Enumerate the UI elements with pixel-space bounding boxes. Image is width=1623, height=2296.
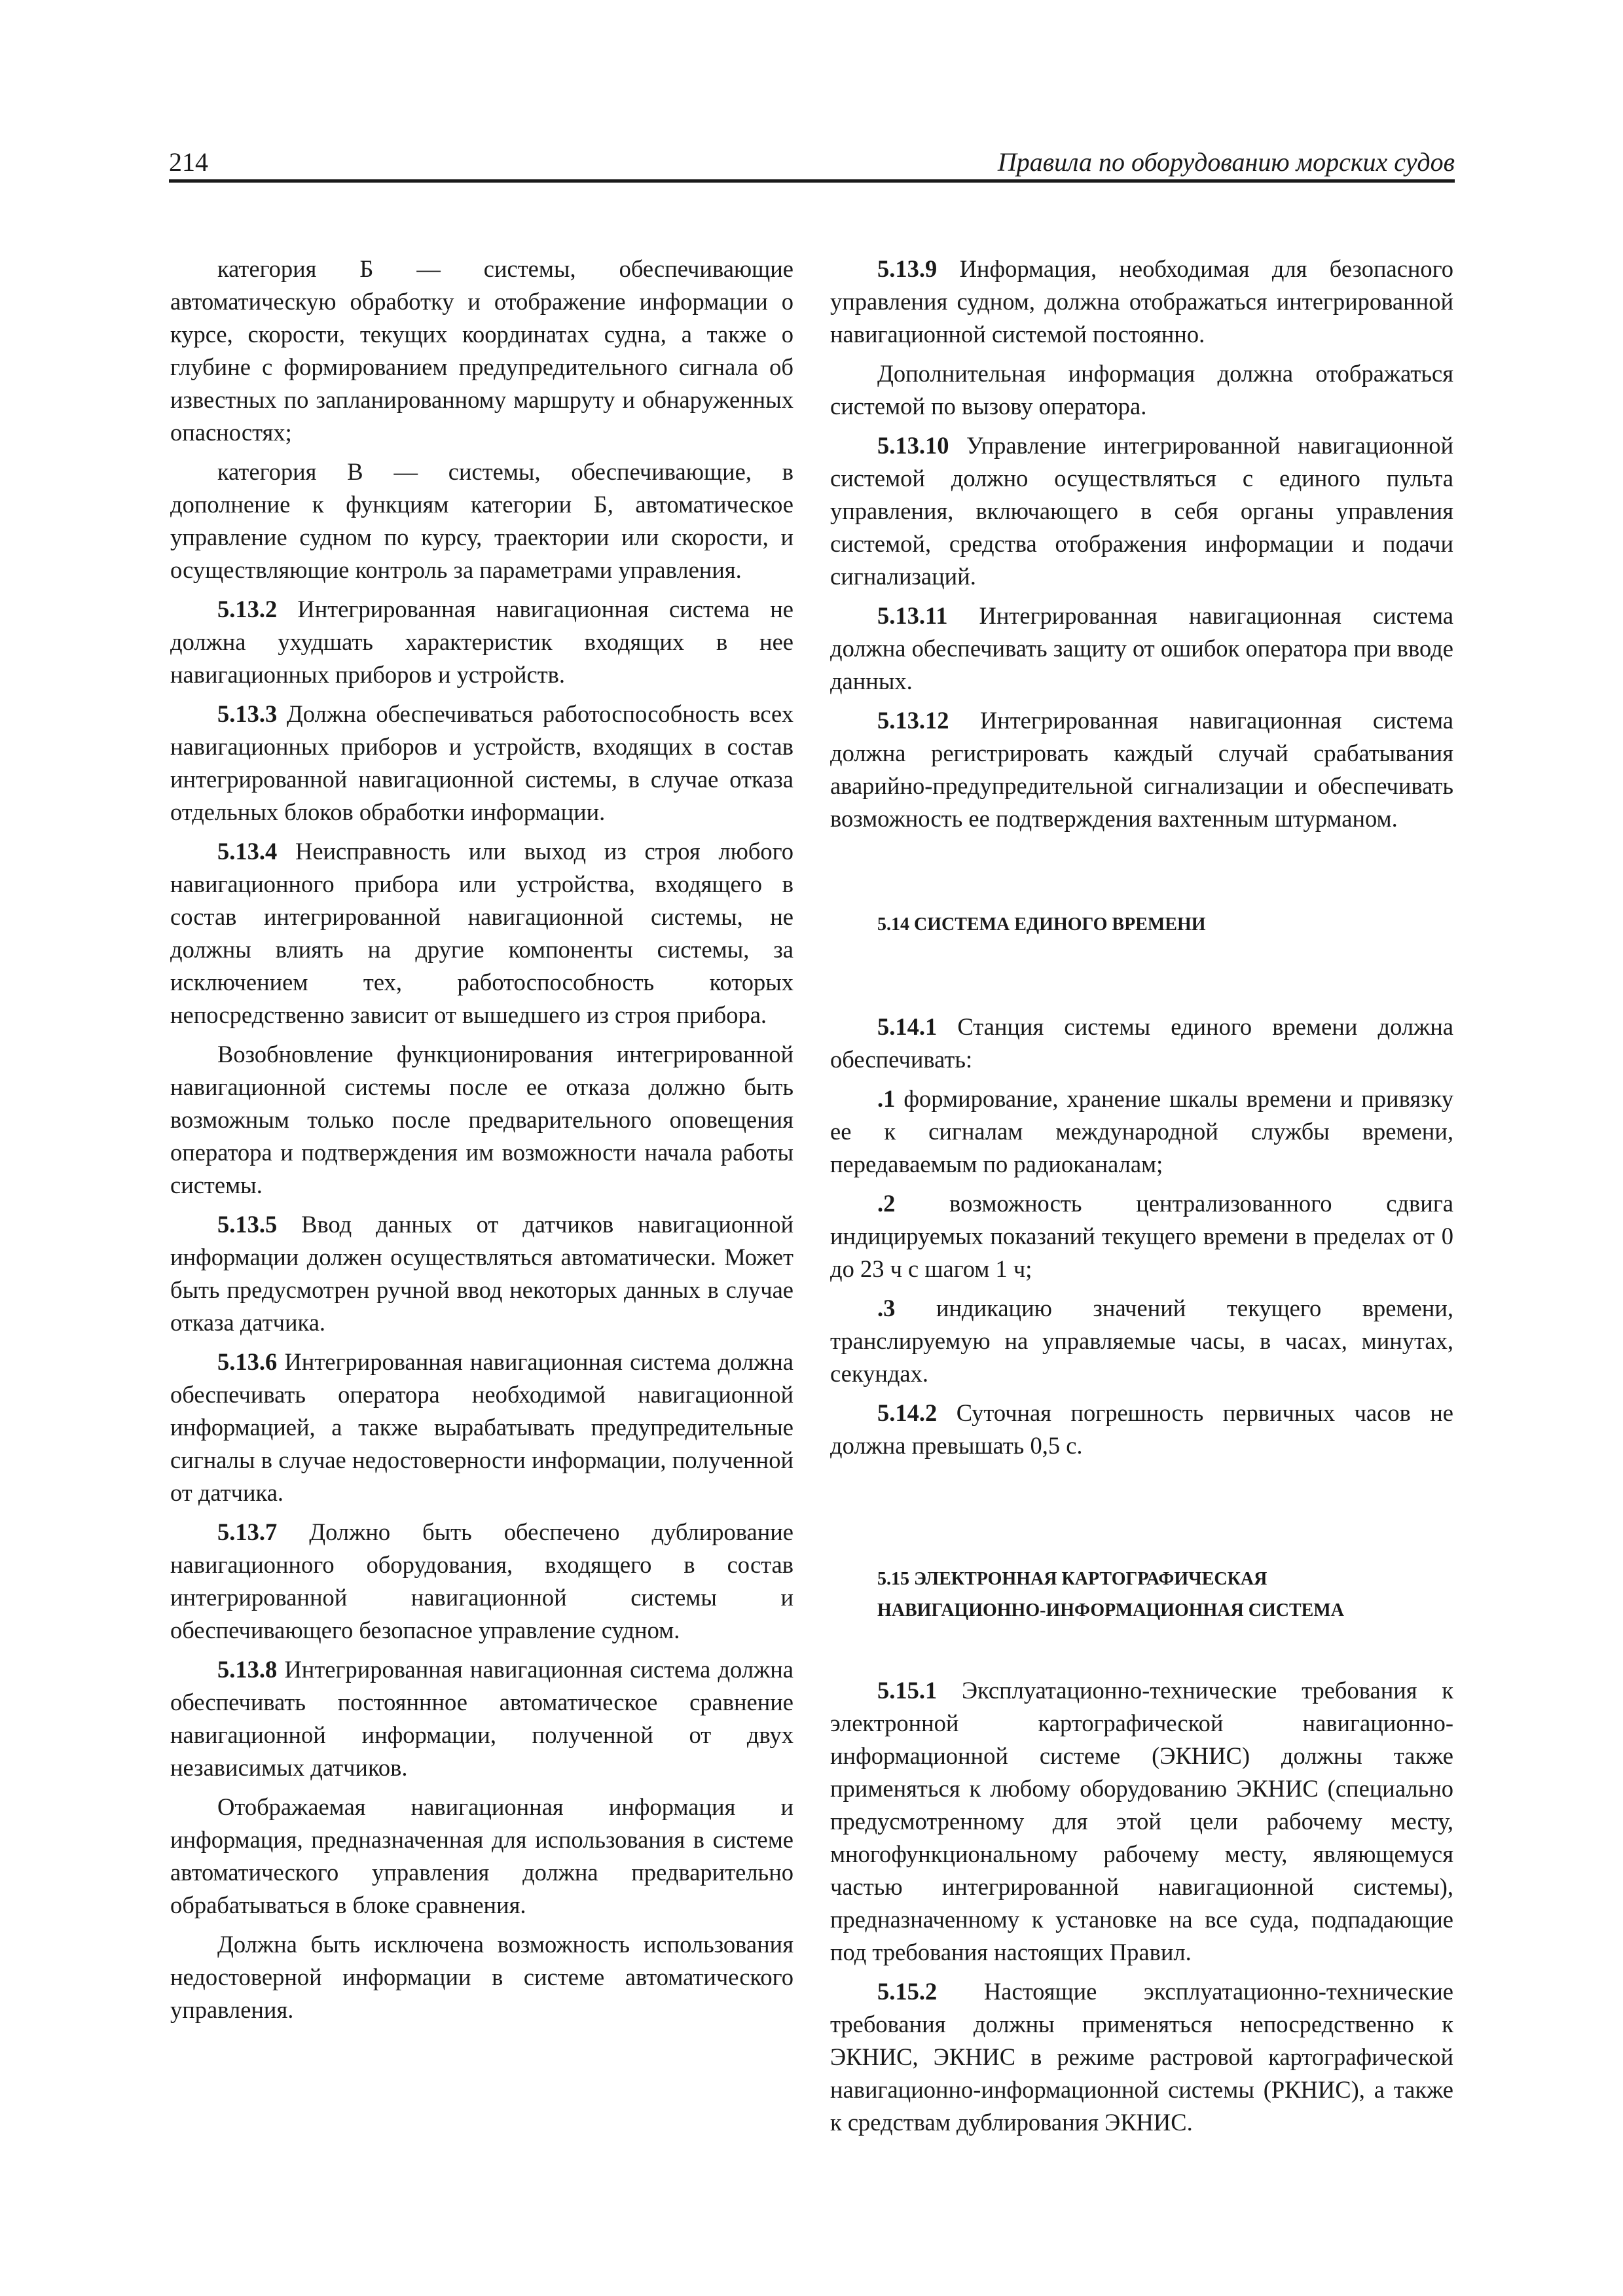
clause-number: 5.13.12 xyxy=(877,707,949,734)
paragraph: Дополнительная информация должна отображаться системой по вызову оператора. xyxy=(830,360,1453,420)
clause-number: .1 xyxy=(877,1085,896,1112)
page-header xyxy=(169,145,1455,183)
running-title: Правила по оборудованию морских судов xyxy=(997,147,1455,177)
clause-number: 5.13.5 xyxy=(217,1211,278,1238)
paragraph: 5.13.8 Интегрированная навигационная система должна обеспечивать постояннное автоматическое сравнение навигационной информации, полученной от двух независимых датчиков. xyxy=(170,1656,793,1781)
page-number: 214 xyxy=(169,147,208,177)
paragraph: 5.15.2 Настоящие эксплуатационно-технические требования должны применяться непосредственно к ЭКНИС, ЭКНИС в режиме растровой картографической навигационно-информационной системы (РКНИС), а также к средствам дублирования ЭКНИС. xyxy=(830,1978,1453,2136)
section-heading-5-14: 5.14 СИСТЕМА ЕДИНОГО ВРЕМЕНИ xyxy=(877,914,1206,935)
paragraph: 5.13.12 Интегрированная навигационная система должна регистрировать каждый случай срабатывания аварийно-предупредительной сигнализации и обеспечивать возможность ее подтверждения вахтенным штурманом. xyxy=(830,707,1453,832)
paragraph: Должна быть исключена возможность использования недостоверной информации в системе автоматического управления. xyxy=(170,1931,793,2023)
paragraph: .3 индикацию значений текущего времени, транслируемую на управляемые часы, в часах, минутах, секундах. xyxy=(830,1295,1453,1387)
paragraph: Отображаемая навигационная информация и информация, предназначенная для использования в системе автоматического управления должна предварительно обрабатываться в блоке сравнения. xyxy=(170,1793,793,1918)
paragraph: 5.13.11 Интегрированная навигационная система должна обеспечивать защиту от ошибок оператора при вводе данных. xyxy=(830,602,1453,694)
section-heading-5-15 xyxy=(830,1567,1453,1623)
paragraph: 5.13.9 Информация, необходимая для безопасного управления судном, должна отображаться интегрированной навигационной системой постоянно. xyxy=(830,255,1453,348)
left-column xyxy=(170,253,793,2033)
section-heading-line: 5.15 ЭЛЕКТРОННАЯ КАРТОГРАФИЧЕСКАЯ xyxy=(877,1569,1267,1589)
clause-number: .2 xyxy=(877,1190,896,1217)
clause-number: 5.13.3 xyxy=(217,700,278,727)
paragraph: категория В — системы, обеспечивающие, в дополнение к функциям категории Б, автоматическое управление судном по курсу, траектории или скорости, и осуществляющие контроль за параметрами управления. xyxy=(170,458,793,583)
clause-number: 5.13.9 xyxy=(877,255,938,282)
clause-number: .3 xyxy=(877,1295,896,1321)
paragraph: 5.14.1 Станция системы единого времени должна обеспечивать: xyxy=(830,1013,1453,1073)
section-heading-line: НАВИГАЦИОННО-ИНФОРМАЦИОННАЯ СИСТЕМА xyxy=(877,1600,1344,1621)
paragraph: 5.13.3 Должна обеспечиваться работоспособность всех навигационных приборов и устройств, входящих в состав интегрированной навигационной системы, в случае отказа отдельных блоков обработки информации. xyxy=(170,700,793,825)
clause-number: 5.13.8 xyxy=(217,1656,278,1683)
paragraph: .1 формирование, хранение шкалы времени и привязку ее к сигналам международной службы времени, передаваемым по радиоканалам; xyxy=(830,1085,1453,1177)
right-column xyxy=(830,253,1453,2145)
clause-number: 5.15.2 xyxy=(877,1978,938,2005)
paragraph: 5.13.5 Ввод данных от датчиков навигационной информации должен осуществляться автоматически. Может быть предусмотрен ручной ввод некоторых данных в случае отказа датчика. xyxy=(170,1211,793,1336)
clause-number: 5.13.7 xyxy=(217,1518,278,1545)
paragraph: категория Б — системы, обеспечивающие автоматическую обработку и отображение информации о курсе, скорости, текущих координатах судна, а также о глубине с формированием предупредительного сигнала об известных по запланированному маршруту и обнаруженных опасностях; xyxy=(170,255,793,446)
clause-number: 5.14.1 xyxy=(877,1013,938,1040)
clause-number: 5.13.6 xyxy=(217,1348,278,1375)
paragraph: Возобновление функционирования интегрированной навигационной системы после ее отказа должно быть возможным только после предварительного оповещения оператора и подтверждения им возможности начала работы системы. xyxy=(170,1041,793,1198)
paragraph: 5.13.2 Интегрированная навигационная система не должна ухудшать характеристик входящих в нее навигационных приборов и устройств. xyxy=(170,596,793,688)
paragraph: 5.13.7 Должно быть обеспечено дублирование навигационного оборудования, входящего в состав интегрированной навигационной системы и обеспечивающего безопасное управление судном. xyxy=(170,1518,793,1643)
clause-number: 5.13.10 xyxy=(877,432,949,459)
clause-number: 5.13.2 xyxy=(217,596,278,622)
paragraph: 5.13.6 Интегрированная навигационная система должна обеспечивать оператора необходимой навигационной информацией, а также вырабатывать предупредительные сигналы в случае недостоверности информации, полученной от датчика. xyxy=(170,1348,793,1506)
paragraph: 5.14.2 Суточная погрешность первичных часов не должна превышать 0,5 с. xyxy=(830,1399,1453,1459)
clause-number: 5.15.1 xyxy=(877,1677,938,1704)
clause-number: 5.13.4 xyxy=(217,838,278,865)
paragraph: 5.13.4 Неисправность или выход из строя любого навигационного прибора или устройства, входящего в состав интегрированной навигационной системы, не должны влиять на другие компоненты системы, за исключением тех, работоспособность которых непосредственно зависит от вышедшего из строя прибора. xyxy=(170,838,793,1028)
paragraph: .2 возможность централизованного сдвига индицируемых показаний текущего времени в пределах от 0 до 23 ч с шагом 1 ч; xyxy=(830,1190,1453,1282)
paragraph: 5.15.1 Эксплуатационно-технические требования к электронной картографической навигационно-информационной системе (ЭКНИС) должны также применяться к любому оборудованию ЭКНИС (специально предусмотренному для этой цели рабочему месту, многофункциональному рабочему месту, являющемуся частью интегрированной навигационной системы), предназначенному к установке на все суда, подпадающие под требования настоящих Правил. xyxy=(830,1677,1453,1965)
clause-number: 5.13.11 xyxy=(877,602,948,629)
paragraph: 5.13.10 Управление интегрированной навигационной системой должно осуществляться с единого пульта управления, включающего в себя органы управления системой, средства отображения информации и подачи сигнализаций. xyxy=(830,432,1453,590)
clause-number: 5.14.2 xyxy=(877,1399,938,1426)
